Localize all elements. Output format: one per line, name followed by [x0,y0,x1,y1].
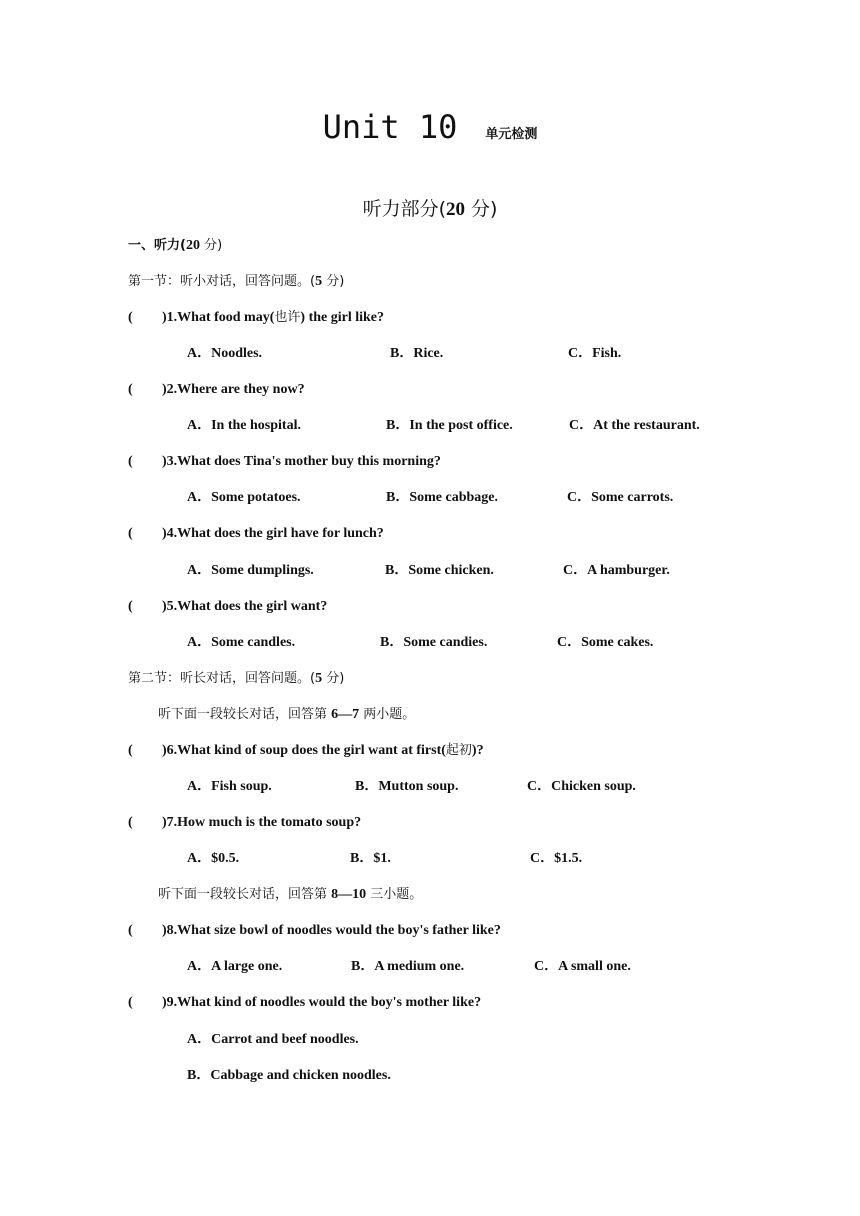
question-8: ( )8.What size bowl of noodles would the boy's father like? [128,923,501,938]
q7-option-c: C．$1.5. [530,851,583,866]
q5-option-b: B．Some candies. [380,635,488,650]
q7-option-a: A．$0.5. [187,851,240,866]
q4-option-a: A．Some dumplings. [187,563,314,578]
instruction-q6-7: 听下面一段较长对话，回答第 6—7 两小题。 [158,707,416,722]
q2-option-b: B．In the post office. [386,418,513,433]
q2-option-c: C．At the restaurant. [569,418,700,433]
q1-option-a: A．Noodles. [187,346,263,361]
section-one-heading: 一、听力(20 分) [128,238,223,253]
question-7: ( )7.How much is the tomato soup? [128,815,362,830]
question-6: ( )6.What kind of soup does the girl want at first(起初)? [128,743,484,758]
q3-option-b: B．Some cabbage. [386,490,498,505]
question-5: ( )5.What does the girl want? [128,599,328,614]
q8-option-a: A．A large one. [187,959,283,974]
title-english: Unit 10 [322,108,458,146]
part-one-heading: 第一节：听小对话，回答问题。(5 分) [128,274,345,289]
title-chinese: 单元检测 [485,127,538,142]
q9-option-a: A．Carrot and beef noodles. [187,1032,359,1047]
q4-option-b: B．Some chicken. [385,563,494,578]
q7-option-b: B．$1. [350,851,391,866]
q1-option-c: C．Fish. [568,346,622,361]
q4-option-c: C．A hamburger. [563,563,670,578]
page-title [0,108,860,147]
q6-option-b: B．Mutton soup. [355,779,459,794]
q5-option-a: A．Some candles. [187,635,296,650]
q1-option-b: B．Rice. [390,346,444,361]
q2-option-a: A．In the hospital. [187,418,301,433]
question-2: ( )2.Where are they now? [128,382,305,397]
q9-option-b: B．Cabbage and chicken noodles. [187,1068,391,1083]
question-4: ( )4.What does the girl have for lunch? [128,526,384,541]
q6-option-a: A．Fish soup. [187,779,272,794]
instruction-q8-10: 听下面一段较长对话，回答第 8—10 三小题。 [158,887,423,902]
question-3: ( )3.What does Tina's mother buy this morning? [128,454,441,469]
section-heading-listening: 听力部分(20 分) [362,198,498,220]
q3-option-c: C．Some carrots. [567,490,674,505]
q5-option-c: C．Some cakes. [557,635,654,650]
question-1: ( )1.What food may(也许) the girl like? [128,310,385,325]
q8-option-b: B．A medium one. [351,959,465,974]
q3-option-a: A．Some potatoes. [187,490,301,505]
question-9: ( )9.What kind of noodles would the boy's mother like? [128,995,482,1010]
part-two-heading: 第二节：听长对话，回答问题。(5 分) [128,671,345,686]
q8-option-c: C．A small one. [534,959,631,974]
q6-option-c: C．Chicken soup. [527,779,636,794]
